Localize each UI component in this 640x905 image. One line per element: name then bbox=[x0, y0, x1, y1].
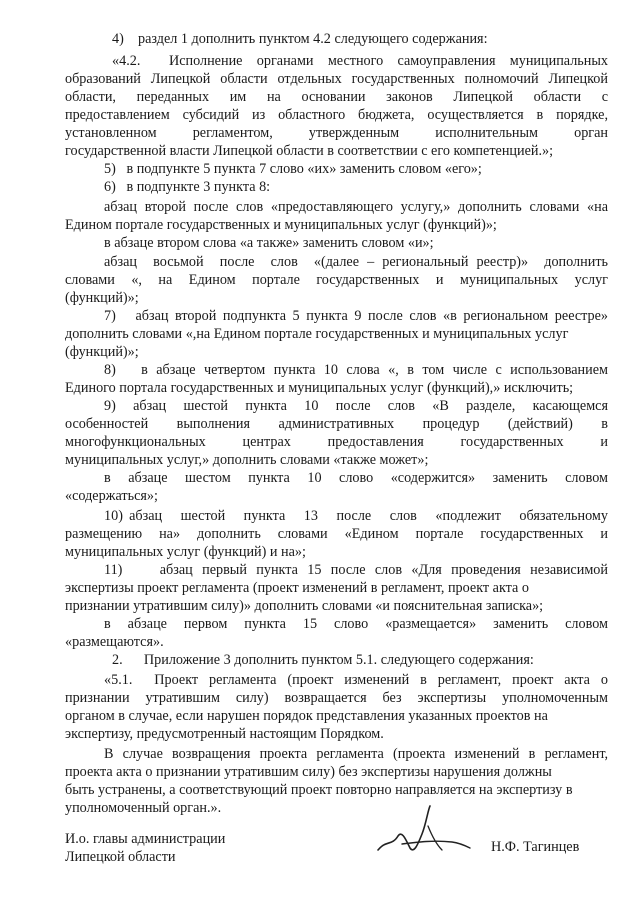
signatory-position-line1: И.о. главы администрации bbox=[65, 831, 226, 847]
text-line: абзац второй после слов «предоставляющего услугу,» дополнить словами «на bbox=[104, 199, 608, 215]
text-line: (функций)»; bbox=[65, 290, 139, 306]
handwritten-signature bbox=[372, 800, 472, 860]
text-line: «4.2. Исполнение органами местного самоуправления муниципальных bbox=[112, 53, 608, 69]
text-line: области, переданных им на основании законов Липецкой области с bbox=[65, 89, 608, 105]
text-line: 9) абзац шестой пункта 10 после слов «В разделе, касающемся bbox=[104, 398, 608, 414]
text-line: органом в случае, если нарушен порядок представления указанных проектов на bbox=[65, 708, 548, 724]
signatory-position-line2: Липецкой области bbox=[65, 849, 176, 865]
text-line: Едином портале государственных и муниципальных услуг (функций)»; bbox=[65, 217, 497, 233]
text-line: образований Липецкой области отдельных государственных полномочий Липецкой bbox=[65, 71, 608, 87]
text-line: размещению на» дополнить словами «Едином портале государственных и bbox=[65, 526, 608, 542]
text-line: признании утратившим силу)» дополнить словами «и пояснительная записка»; bbox=[65, 598, 544, 614]
text-line: 6) в подпункте 3 пункта 8: bbox=[104, 179, 271, 195]
text-line: государственной власти Липецкой области в соответствии с его компетенцией.»; bbox=[65, 143, 554, 159]
signatory-position bbox=[65, 830, 225, 866]
text-line: установленном регламентом, утвержденным исполнительным орган bbox=[65, 125, 608, 141]
signatory-name: Н.Ф. Тагинцев bbox=[491, 839, 580, 855]
text-line: муниципальных услуг,» дополнить словами «также может»; bbox=[65, 452, 429, 468]
text-line: экспертизы проект регламента (проект изменений в регламент, проект акта о bbox=[65, 580, 529, 596]
text-line: признании утратившим силу) возвращается без экспертизы уполномоченным bbox=[65, 690, 608, 706]
text-line: 11) абзац первый пункта 15 после слов «Для проведения независимой bbox=[104, 562, 608, 578]
text-line: проекта акта о признании утратившим силу) без экспертизы нарушения должны bbox=[65, 764, 552, 780]
text-line: многофункциональных центрах предоставления государственных и bbox=[65, 434, 608, 450]
text-line: экспертизу, предусмотренный настоящим Порядком. bbox=[65, 726, 384, 742]
text-line: предоставлением субсидий из областного бюджета, осуществляется в порядке, bbox=[65, 107, 608, 123]
text-line: 2. Приложение 3 дополнить пунктом 5.1. следующего содержания: bbox=[112, 652, 534, 668]
text-line: в абзаце первом пункта 15 слово «размещается» заменить словом bbox=[104, 616, 608, 632]
text-line: дополнить словами «,на Едином портале государственных и муниципальных услуг bbox=[65, 326, 569, 342]
text-line: уполномоченный орган.». bbox=[65, 800, 222, 816]
text-line: 8) в абзаце четвертом пункта 10 слова «, в том числе с использованием bbox=[104, 362, 608, 378]
text-line: в абзаце шестом пункта 10 слово «содержится» заменить словом bbox=[104, 470, 608, 486]
text-line: «размещаются». bbox=[65, 634, 164, 650]
text-line: В случае возвращения проекта регламента (проекта изменений в регламент, bbox=[104, 746, 608, 762]
text-line: муниципальных услуг (функций) и на»; bbox=[65, 544, 306, 560]
text-line: 7) абзац второй подпункта 5 пункта 9 после слов «в региональном реестре» bbox=[104, 308, 608, 324]
text-line: 10) абзац шестой пункта 13 после слов «подлежит обязательному bbox=[104, 508, 608, 524]
text-line: быть устранены, а соответствующий проект повторно направляется на экспертизу в bbox=[65, 782, 573, 798]
text-line: особенностей выполнения административных процедур (действий) в bbox=[65, 416, 608, 432]
text-line: абзац восьмой после слов «(далее – региональный реестр)» дополнить bbox=[104, 254, 608, 270]
text-line: 5) в подпункте 5 пункта 7 слово «их» заменить словом «его»; bbox=[104, 161, 482, 177]
text-line: словами «, на Едином портале государственных и муниципальных услуг bbox=[65, 272, 608, 288]
text-line: в абзаце втором слова «а также» заменить словом «и»; bbox=[104, 235, 434, 251]
text-line: 4) раздел 1 дополнить пунктом 4.2 следующего содержания: bbox=[112, 31, 488, 47]
text-line: «5.1. Проект регламента (проект изменений в регламент, проект акта о bbox=[104, 672, 608, 688]
text-line: (функций)»; bbox=[65, 344, 139, 360]
text-line: Единого портала государственных и муниципальных услуг (функций),» исключить; bbox=[65, 380, 574, 396]
text-line: «содержаться»; bbox=[65, 488, 158, 504]
